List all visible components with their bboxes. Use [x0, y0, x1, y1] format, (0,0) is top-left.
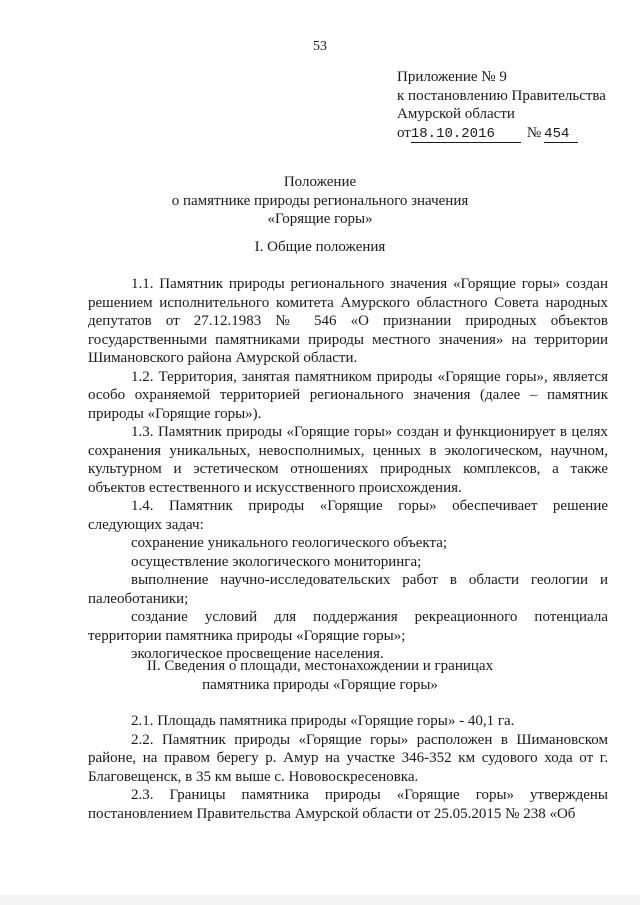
task-item: выполнение научно-исследовательских работ в области геологии и палеоботаники; [88, 572, 608, 607]
section-1-heading: I. Общие положения [254, 239, 386, 255]
number-value: 454 [544, 125, 570, 142]
paragraph-2-3: 2.3. Границы памятника природы «Горящие горы» утверждены постановлением Правительства Амурской области от 25.05.2015 № 238 «Об [88, 787, 608, 822]
appendix-resolution: к постановлению Правительства [397, 87, 606, 104]
task-item: создание условий для поддержания рекреационного потенциала территории памятника природы «Горящие горы»; [88, 609, 608, 644]
section-2-heading-line-2: памятника природы «Горящие горы» [202, 676, 438, 693]
paragraph-2-2: 2.2. Памятник природы «Горящие горы» расположен в Шимановском районе, на правом берегу р. Амур на участке 346-352 км судового хода от г. Благовещенск, в 35 км выше с. Нововоскресеновка. [88, 731, 608, 785]
title-line-3: «Горящие горы» [267, 211, 373, 227]
task-item: сохранение уникального геологического объекта; [131, 535, 448, 551]
appendix-title: Приложение № 9 [397, 69, 507, 85]
number-prefix: № [526, 124, 542, 141]
task-item: осуществление экологического мониторинга; [131, 553, 422, 570]
title-line-2: о памятнике природы регионального значения [171, 192, 469, 209]
section-2-body [88, 712, 608, 823]
appendix-date-line [397, 124, 627, 143]
appendix-header [397, 68, 627, 143]
document-title [0, 173, 640, 229]
section-2-heading-line-1: II. Сведения о площади, местонахождении и границах [146, 658, 494, 674]
date-field [411, 126, 521, 143]
paragraph-1-3: 1.3. Памятник природы «Горящие горы» создан и функционирует в целях сохранения уникальных, невосполнимых, ценных в экологическом, научном, культурном и эстетическом отношениях природных комплексов, а также объектов естественного и искусственного происхождения. [88, 424, 608, 496]
paragraph-1-1: 1.1. Памятник природы регионального значения «Горящие горы» создан решением исполнительного комитета Амурского областного Совета народных депутатов от 27.12.1983 № 546 «О признании природных объектов государственными памятниками природы местного значения» на территории Шимановского района Амурской области. [88, 276, 608, 366]
date-value: 18.10.2016 [410, 125, 495, 142]
section-1-body [88, 275, 608, 664]
title-line-1: Положение [283, 174, 357, 190]
page-number: 53 [313, 39, 327, 54]
paragraph-1-2: 1.2. Территория, занятая памятником природы «Горящие горы», является особо охраняемой территорией регионального значения (далее – памятник природы «Горящие горы»). [88, 368, 608, 422]
number-field [544, 126, 578, 143]
paragraph-2-1: 2.1. Площадь памятника природы «Горящие горы» - 40,1 га. [131, 713, 515, 729]
appendix-region: Амурской области [397, 106, 515, 122]
task-item: экологическое просвещение населения. [131, 646, 384, 662]
page-bottom-edge [0, 895, 640, 905]
date-prefix: от [397, 124, 411, 141]
section-2-heading [0, 657, 640, 694]
paragraph-1-4: 1.4. Памятник природы «Горящие горы» обеспечивает решение следующих задач: [88, 498, 608, 533]
